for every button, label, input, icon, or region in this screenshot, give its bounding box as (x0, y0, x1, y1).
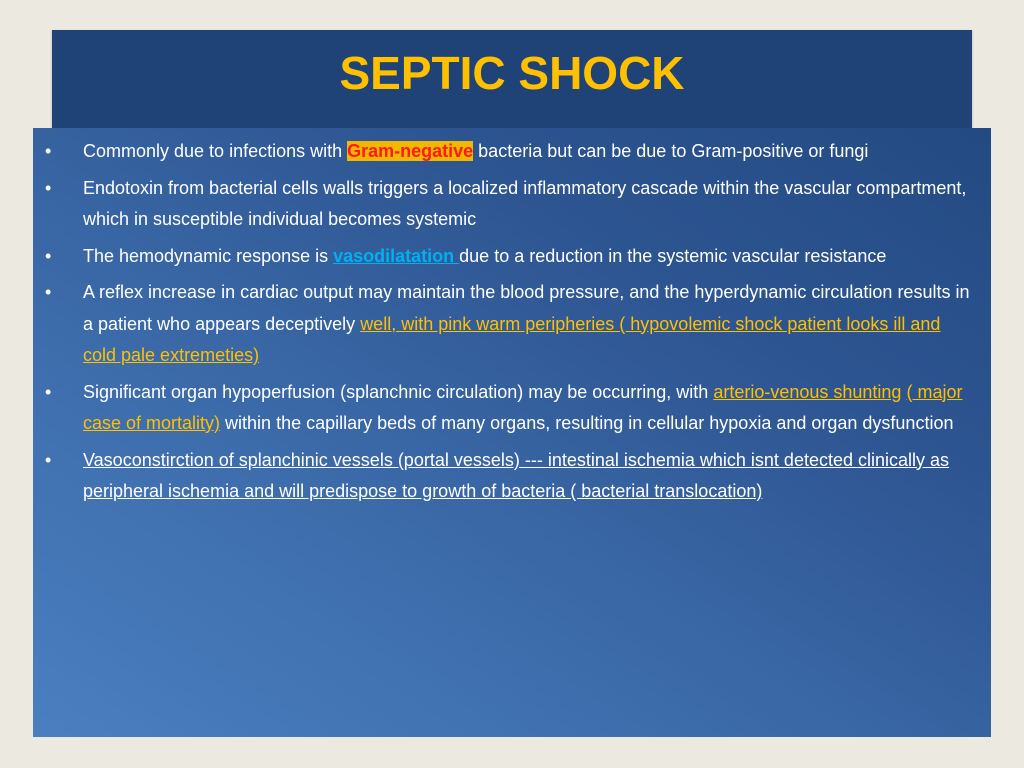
bullet-dot: • (45, 177, 52, 198)
highlight-gram-negative: Gram-negative (347, 141, 474, 161)
bullet-item (33, 136, 991, 168)
bullet-text-underlined: Vasoconstirction of splanchinic vessels (portal vessels) --- intestinal ischemia which isnt detected clinically as peripheral ischemia and will predispose to growth of bacteria ( bacterial translocation) (83, 449, 950, 501)
vasodilatation-link[interactable]: vasodilatation (333, 245, 460, 266)
bullet-text: bacteria but can be due to Gram-positive or fungi (473, 141, 869, 161)
bullet-text: A reflex increase in cardiac output may maintain the blood pressure, and the hyperdynamic circulation results in a patient who appears deceptively (83, 282, 970, 334)
bullet-dot: • (45, 245, 52, 266)
bullet-text: due to a reduction in the systemic vascular resistance (459, 245, 887, 266)
bullet-item (33, 277, 991, 372)
bullet-dot: • (45, 282, 52, 302)
slide-title: SEPTIC SHOCK (339, 47, 685, 99)
highlight-warm-peripheries: well, with pink warm peripheries ( hypovolemic shock patient looks ill and cold pale extremeties) (83, 313, 941, 365)
bullet-item (33, 445, 991, 508)
highlight-arterio-venous-shunting: arterio-venous shunting (713, 381, 902, 402)
bullet-dot: • (45, 381, 52, 402)
bullet-text: Commonly due to infections with (83, 141, 348, 161)
bullet-item (33, 173, 991, 236)
bullet-item (33, 241, 991, 273)
bullet-text: within the capillary beds of many organs, resulting in cellular hypoxia and organ dysfunction (220, 413, 954, 433)
bullet-text: Endotoxin from bacterial cells walls triggers a localized inflammatory cascade within the vascular compartment, which in susceptible individual becomes systemic (83, 177, 967, 229)
highlight-mortality: ( major case of mortality) (83, 381, 963, 433)
bullet-text: The hemodynamic response is (83, 245, 334, 266)
bullet-item (33, 377, 991, 440)
bullet-dot: • (45, 449, 52, 470)
content-panel (33, 128, 991, 737)
bullet-list (33, 136, 991, 513)
bullet-text: Significant organ hypoperfusion (splanchnic circulation) may be occurring, with (83, 381, 714, 402)
bullet-dot: • (45, 141, 52, 161)
title-banner (52, 30, 972, 128)
